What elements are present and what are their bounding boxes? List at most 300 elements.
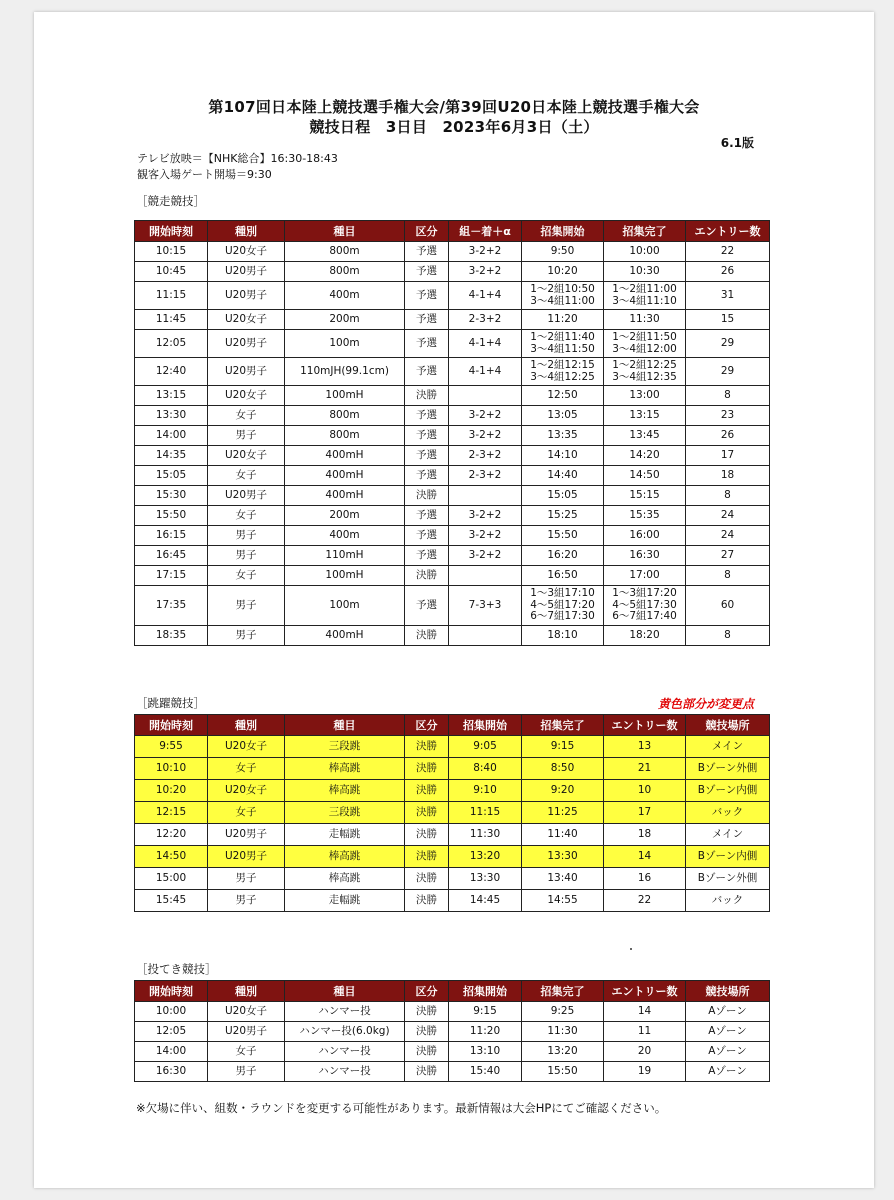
table-cell: 1～2組10:50 3～4組11:00	[522, 282, 604, 310]
table-cell: 予選	[405, 586, 449, 626]
table-cell: 100m	[285, 330, 405, 358]
running-schedule-table	[134, 220, 770, 646]
table-cell: 女子	[208, 566, 285, 586]
throwing-schedule-table	[134, 980, 770, 1082]
table-cell: 決勝	[405, 1042, 449, 1062]
table-cell: 予選	[405, 526, 449, 546]
column-header: 開始時刻	[135, 221, 208, 242]
table-row	[135, 890, 770, 912]
table-cell: 27	[686, 546, 770, 566]
table-cell: 14	[604, 846, 686, 868]
table-cell: 3-2+2	[449, 242, 522, 262]
table-cell: 女子	[208, 506, 285, 526]
gate-open-info: 観客入場ゲート開場＝9:30	[137, 168, 272, 181]
table-cell: 7-3+3	[449, 586, 522, 626]
table-cell: 9:05	[449, 736, 522, 758]
table-cell: 予選	[405, 466, 449, 486]
table-cell: 予選	[405, 262, 449, 282]
table-row	[135, 1022, 770, 1042]
table-cell: U20女子	[208, 780, 285, 802]
table-cell: 3-2+2	[449, 426, 522, 446]
table-cell: 17:35	[135, 586, 208, 626]
column-header: 区分	[405, 221, 449, 242]
throwing-section-label: ［投てき競技］	[136, 962, 217, 976]
table-cell: 400mH	[285, 626, 405, 646]
table-row	[135, 282, 770, 310]
table-row	[135, 846, 770, 868]
table-row	[135, 824, 770, 846]
table-header-row	[135, 715, 770, 736]
table-cell: ハンマー投	[285, 1062, 405, 1082]
table-cell: 決勝	[405, 566, 449, 586]
table-cell: 決勝	[405, 802, 449, 824]
column-header: 種別	[208, 715, 285, 736]
table-row	[135, 1062, 770, 1082]
table-cell: 走幅跳	[285, 824, 405, 846]
table-cell: 4-1+4	[449, 358, 522, 386]
column-header: 招集完了	[522, 981, 604, 1002]
table-cell: U20男子	[208, 846, 285, 868]
table-cell: 400m	[285, 282, 405, 310]
table-cell: 22	[604, 890, 686, 912]
table-cell: 16:20	[522, 546, 604, 566]
table-cell: 男子	[208, 890, 285, 912]
table-cell: 31	[686, 282, 770, 310]
table-cell: 予選	[405, 546, 449, 566]
table-cell: 17:15	[135, 566, 208, 586]
table-cell: 13:30	[522, 846, 604, 868]
table-cell	[449, 486, 522, 506]
table-cell: 8	[686, 486, 770, 506]
table-cell: 決勝	[405, 486, 449, 506]
table-cell: 決勝	[405, 824, 449, 846]
table-cell: 26	[686, 426, 770, 446]
table-cell: 決勝	[405, 1062, 449, 1082]
table-cell: 決勝	[405, 846, 449, 868]
table-cell: 14	[604, 1002, 686, 1022]
column-header: エントリー数	[686, 221, 770, 242]
table-cell: 8:50	[522, 758, 604, 780]
table-row	[135, 242, 770, 262]
running-section-label: ［競走競技］	[136, 194, 205, 208]
table-cell: 3-2+2	[449, 262, 522, 282]
column-header: 区分	[405, 715, 449, 736]
table-cell: 三段跳	[285, 736, 405, 758]
table-cell: U20女子	[208, 736, 285, 758]
table-cell: 1～3組17:20 4～5組17:30 6～7組17:40	[604, 586, 686, 626]
table-cell: 決勝	[405, 890, 449, 912]
table-cell: ハンマー投	[285, 1042, 405, 1062]
table-row	[135, 1042, 770, 1062]
table-cell: 棒高跳	[285, 780, 405, 802]
table-cell: U20男子	[208, 486, 285, 506]
table-cell: 15:05	[522, 486, 604, 506]
table-cell: 15:15	[604, 486, 686, 506]
table-row	[135, 758, 770, 780]
table-cell: 16:50	[522, 566, 604, 586]
table-cell: 12:15	[135, 802, 208, 824]
column-header: 競技場所	[686, 715, 770, 736]
table-cell: 予選	[405, 242, 449, 262]
table-cell: U20男子	[208, 282, 285, 310]
table-cell: 1～3組17:10 4～5組17:20 6～7組17:30	[522, 586, 604, 626]
table-cell: 男子	[208, 426, 285, 446]
table-cell: 決勝	[405, 758, 449, 780]
table-cell: 13:15	[604, 406, 686, 426]
column-header: 競技場所	[686, 981, 770, 1002]
table-cell: 2-3+2	[449, 310, 522, 330]
table-cell: 1～2組11:00 3～4組11:10	[604, 282, 686, 310]
table-cell: 予選	[405, 282, 449, 310]
table-row	[135, 330, 770, 358]
table-cell: 9:15	[522, 736, 604, 758]
table-cell: 20	[604, 1042, 686, 1062]
table-cell: 13:20	[522, 1042, 604, 1062]
table-cell: 200m	[285, 506, 405, 526]
table-cell: 決勝	[405, 868, 449, 890]
table-cell: 24	[686, 506, 770, 526]
table-cell: 10:00	[135, 1002, 208, 1022]
table-cell: 16	[604, 868, 686, 890]
table-cell: 13:30	[135, 406, 208, 426]
table-cell: 16:30	[135, 1062, 208, 1082]
table-cell: 12:05	[135, 1022, 208, 1042]
table-cell: 18:20	[604, 626, 686, 646]
table-cell: 予選	[405, 506, 449, 526]
table-cell: 16:15	[135, 526, 208, 546]
table-cell: バック	[686, 890, 770, 912]
table-cell: 4-1+4	[449, 282, 522, 310]
table-row	[135, 546, 770, 566]
table-cell: 800m	[285, 262, 405, 282]
table-cell: 男子	[208, 626, 285, 646]
table-cell: 10:20	[135, 780, 208, 802]
column-header: 種目	[285, 715, 405, 736]
table-cell: 400mH	[285, 486, 405, 506]
table-row	[135, 386, 770, 406]
table-cell: U20男子	[208, 358, 285, 386]
table-row	[135, 868, 770, 890]
table-cell: 100mH	[285, 386, 405, 406]
table-cell: Bゾーン外側	[686, 868, 770, 890]
column-header: 開始時刻	[135, 715, 208, 736]
table-cell: 14:00	[135, 1042, 208, 1062]
table-cell: 1～2組12:25 3～4組12:35	[604, 358, 686, 386]
change-note: 黄色部分が変更点	[657, 697, 754, 711]
table-row	[135, 466, 770, 486]
table-header-row	[135, 981, 770, 1002]
table-cell: 14:45	[449, 890, 522, 912]
column-header: 区分	[405, 981, 449, 1002]
table-cell: 9:25	[522, 1002, 604, 1022]
table-cell: 9:55	[135, 736, 208, 758]
table-cell: 100mH	[285, 566, 405, 586]
table-cell: メイン	[686, 824, 770, 846]
table-cell	[449, 626, 522, 646]
jumping-schedule-table	[134, 714, 770, 912]
table-cell: 22	[686, 242, 770, 262]
table-cell: 13	[604, 736, 686, 758]
table-cell: 10:10	[135, 758, 208, 780]
table-cell: 男子	[208, 546, 285, 566]
table-cell: 15:45	[135, 890, 208, 912]
table-row	[135, 406, 770, 426]
table-cell: 10	[604, 780, 686, 802]
table-cell: 決勝	[405, 1002, 449, 1022]
version-label: 6.1版	[720, 136, 754, 150]
table-row	[135, 566, 770, 586]
table-cell: 1～2組12:15 3～4組12:25	[522, 358, 604, 386]
table-cell: 24	[686, 526, 770, 546]
table-cell: 棒高跳	[285, 846, 405, 868]
table-cell: 14:50	[604, 466, 686, 486]
table-cell: 男子	[208, 868, 285, 890]
table-cell: 決勝	[405, 736, 449, 758]
table-cell: 11	[604, 1022, 686, 1042]
table-cell: 予選	[405, 358, 449, 386]
table-cell: 100m	[285, 586, 405, 626]
table-cell: 女子	[208, 406, 285, 426]
table-cell: 15:00	[135, 868, 208, 890]
table-cell: 12:05	[135, 330, 208, 358]
title-line-1: 第107回日本陸上競技選手権大会/第39回U20日本陸上競技選手権大会	[208, 98, 700, 116]
table-cell: 12:40	[135, 358, 208, 386]
table-cell: 12:20	[135, 824, 208, 846]
table-cell: 14:20	[604, 446, 686, 466]
table-cell: 11:15	[135, 282, 208, 310]
table-cell: U20女子	[208, 386, 285, 406]
column-header: 種別	[208, 981, 285, 1002]
table-cell: 決勝	[405, 626, 449, 646]
table-cell: Bゾーン内側	[686, 846, 770, 868]
table-cell: 2-3+2	[449, 466, 522, 486]
table-cell: 11:30	[449, 824, 522, 846]
table-cell: 14:55	[522, 890, 604, 912]
table-cell: 800m	[285, 406, 405, 426]
table-cell: 15:50	[522, 1062, 604, 1082]
table-cell: 29	[686, 330, 770, 358]
table-cell: 女子	[208, 1042, 285, 1062]
table-cell: 17	[686, 446, 770, 466]
table-cell: 200m	[285, 310, 405, 330]
table-row	[135, 446, 770, 466]
table-cell	[449, 386, 522, 406]
table-cell: 予選	[405, 406, 449, 426]
table-cell: 8	[686, 386, 770, 406]
table-cell: Bゾーン外側	[686, 758, 770, 780]
column-header: 種別	[208, 221, 285, 242]
column-header: 種目	[285, 981, 405, 1002]
table-cell: 29	[686, 358, 770, 386]
column-header: 種目	[285, 221, 405, 242]
table-cell: 15:05	[135, 466, 208, 486]
table-cell: 予選	[405, 446, 449, 466]
table-cell: 10:45	[135, 262, 208, 282]
table-cell: 男子	[208, 1062, 285, 1082]
table-cell: ハンマー投	[285, 1002, 405, 1022]
table-cell: 男子	[208, 526, 285, 546]
table-cell: 10:20	[522, 262, 604, 282]
stray-dot	[630, 948, 632, 950]
table-cell: 13:00	[604, 386, 686, 406]
jumping-section-label: ［跳躍競技］	[136, 696, 205, 710]
column-header: エントリー数	[604, 715, 686, 736]
table-cell: U20女子	[208, 242, 285, 262]
table-row	[135, 526, 770, 546]
table-cell: 3-2+2	[449, 526, 522, 546]
table-row	[135, 1002, 770, 1022]
table-cell: 15:50	[135, 506, 208, 526]
table-cell: 14:35	[135, 446, 208, 466]
table-row	[135, 586, 770, 626]
table-cell: 9:50	[522, 242, 604, 262]
table-cell: 15:25	[522, 506, 604, 526]
table-row	[135, 626, 770, 646]
table-cell: 10:15	[135, 242, 208, 262]
table-cell: U20女子	[208, 446, 285, 466]
column-header: エントリー数	[604, 981, 686, 1002]
table-cell: 男子	[208, 586, 285, 626]
table-cell: U20男子	[208, 330, 285, 358]
table-cell: 110mJH(99.1cm)	[285, 358, 405, 386]
table-row	[135, 426, 770, 446]
table-cell: 400mH	[285, 446, 405, 466]
table-row	[135, 262, 770, 282]
table-cell: 8:40	[449, 758, 522, 780]
table-cell: 800m	[285, 426, 405, 446]
table-cell: 14:10	[522, 446, 604, 466]
table-cell: 18	[604, 824, 686, 846]
table-cell: 9:15	[449, 1002, 522, 1022]
table-cell: 13:20	[449, 846, 522, 868]
table-cell: 11:40	[522, 824, 604, 846]
table-cell: 400mH	[285, 466, 405, 486]
table-cell: 9:20	[522, 780, 604, 802]
table-cell: 1～2組11:40 3～4組11:50	[522, 330, 604, 358]
table-cell: 女子	[208, 802, 285, 824]
table-row	[135, 506, 770, 526]
table-cell: 9:10	[449, 780, 522, 802]
column-header: 招集開始	[449, 981, 522, 1002]
table-cell: 決勝	[405, 386, 449, 406]
table-cell: 17:00	[604, 566, 686, 586]
table-cell: 18	[686, 466, 770, 486]
table-cell: 19	[604, 1062, 686, 1082]
table-cell: 女子	[208, 466, 285, 486]
table-cell: 13:10	[449, 1042, 522, 1062]
table-cell: 4-1+4	[449, 330, 522, 358]
table-cell: 15:35	[604, 506, 686, 526]
table-row	[135, 358, 770, 386]
table-cell: 15:40	[449, 1062, 522, 1082]
table-cell: 3-2+2	[449, 406, 522, 426]
table-cell: 23	[686, 406, 770, 426]
table-cell: 3-2+2	[449, 546, 522, 566]
table-cell: 21	[604, 758, 686, 780]
table-cell: 14:50	[135, 846, 208, 868]
table-cell: 三段跳	[285, 802, 405, 824]
table-row	[135, 486, 770, 506]
table-cell: Bゾーン内側	[686, 780, 770, 802]
table-cell: U20女子	[208, 1002, 285, 1022]
table-cell: 13:30	[449, 868, 522, 890]
footnote: ※欠場に伴い、組数・ラウンドを変更する可能性があります。最新情報は大会HPにてご確認ください。	[136, 1101, 667, 1115]
table-cell: U20男子	[208, 824, 285, 846]
table-cell: 走幅跳	[285, 890, 405, 912]
table-cell: Aゾーン	[686, 1002, 770, 1022]
column-header: 招集開始	[522, 221, 604, 242]
column-header: 招集開始	[449, 715, 522, 736]
table-cell: Aゾーン	[686, 1042, 770, 1062]
table-cell: 13:05	[522, 406, 604, 426]
table-cell: 13:35	[522, 426, 604, 446]
table-cell: 15:30	[135, 486, 208, 506]
table-cell: 110mH	[285, 546, 405, 566]
table-cell: 予選	[405, 310, 449, 330]
table-cell: Aゾーン	[686, 1022, 770, 1042]
table-cell: 11:25	[522, 802, 604, 824]
table-cell: 8	[686, 566, 770, 586]
table-cell: 12:50	[522, 386, 604, 406]
table-cell: U20女子	[208, 310, 285, 330]
table-cell: 棒高跳	[285, 758, 405, 780]
table-cell: 11:30	[522, 1022, 604, 1042]
table-cell: 13:15	[135, 386, 208, 406]
table-cell: 15:50	[522, 526, 604, 546]
table-cell: 18:10	[522, 626, 604, 646]
table-cell: 予選	[405, 426, 449, 446]
table-cell: 1～2組11:50 3～4組12:00	[604, 330, 686, 358]
table-cell: 予選	[405, 330, 449, 358]
table-cell	[449, 566, 522, 586]
table-cell: 60	[686, 586, 770, 626]
table-cell: 13:45	[604, 426, 686, 446]
table-cell: 13:40	[522, 868, 604, 890]
column-header: 招集完了	[522, 715, 604, 736]
tv-broadcast-info: テレビ放映＝【NHK総合】16:30-18:43	[137, 152, 338, 165]
table-cell: ハンマー投(6.0kg)	[285, 1022, 405, 1042]
column-header: 招集完了	[604, 221, 686, 242]
table-row	[135, 310, 770, 330]
table-cell: 15	[686, 310, 770, 330]
table-cell: バック	[686, 802, 770, 824]
table-cell: 女子	[208, 758, 285, 780]
table-cell: 16:45	[135, 546, 208, 566]
table-row	[135, 802, 770, 824]
table-cell: 800m	[285, 242, 405, 262]
table-cell: 16:30	[604, 546, 686, 566]
table-cell: 16:00	[604, 526, 686, 546]
table-cell: 14:00	[135, 426, 208, 446]
table-row	[135, 780, 770, 802]
table-cell: 400m	[285, 526, 405, 546]
column-header: 開始時刻	[135, 981, 208, 1002]
table-cell: 11:15	[449, 802, 522, 824]
document-page	[34, 12, 874, 1188]
table-header-row	[135, 221, 770, 242]
table-cell: 11:20	[449, 1022, 522, 1042]
table-cell: 決勝	[405, 1022, 449, 1042]
table-cell: 14:40	[522, 466, 604, 486]
table-cell: U20男子	[208, 262, 285, 282]
table-cell: 11:45	[135, 310, 208, 330]
table-cell: 17	[604, 802, 686, 824]
table-cell: 8	[686, 626, 770, 646]
table-cell: 11:30	[604, 310, 686, 330]
table-cell: 棒高跳	[285, 868, 405, 890]
table-cell: 決勝	[405, 780, 449, 802]
table-cell: 10:30	[604, 262, 686, 282]
